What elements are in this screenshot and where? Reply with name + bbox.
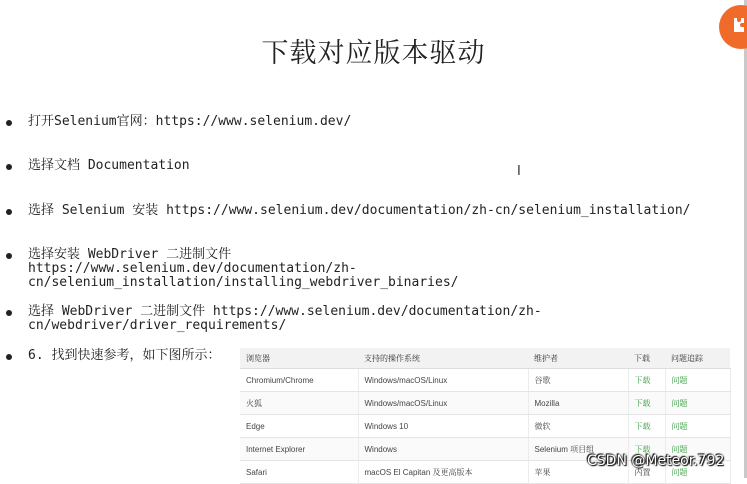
slide-title: 下载对应版本驱动: [261, 38, 486, 69]
download-link[interactable]: 下载: [628, 392, 665, 415]
issue-link[interactable]: 问题: [665, 438, 730, 461]
bullet-text: 打开Selenium官网：https://www.selenium.dev/: [28, 114, 352, 129]
issue-link[interactable]: 问题: [665, 392, 730, 415]
issue-link[interactable]: 问题: [665, 415, 730, 438]
bullet-text: 选择 Selenium 安装 https://www.selenium.dev/documentation/zh-cn/selenium_installation/: [28, 203, 691, 218]
column-header: 问题追踪: [665, 348, 730, 369]
bullet-text: 选择文档 Documentation: [28, 158, 190, 173]
bullet-dot: [6, 164, 12, 170]
table-cell: Windows/macOS/Linux: [358, 369, 528, 392]
bullet-dot: [6, 310, 12, 316]
bullet-item: [6, 159, 190, 173]
table-cell: 微软: [528, 415, 628, 438]
table-cell: 苹果: [528, 461, 628, 484]
table-cell: Selenium 项目组: [528, 438, 628, 461]
bullet-dot: [6, 253, 12, 259]
table-cell: macOS El Capitan 及更高版本: [358, 461, 528, 484]
bullet-dot: [6, 354, 12, 360]
bullet-item: [6, 305, 747, 333]
bullet-dot: [6, 120, 12, 126]
issue-link[interactable]: 问题: [665, 461, 730, 484]
download-link[interactable]: 下载: [628, 369, 665, 392]
table-cell: 谷歌: [528, 369, 628, 392]
builtin-label: 内置: [628, 461, 665, 484]
table-cell: Windows/macOS/Linux: [358, 392, 528, 415]
table-row: [240, 392, 730, 415]
bullet-text: 选择 WebDriver 二进制文件 https://www.selenium.dev/documentation/zh-cn/webdriver/driver_requirements/: [28, 304, 542, 333]
column-header: 下载: [628, 348, 665, 369]
column-header: 维护者: [528, 348, 628, 369]
table-cell: Windows 10: [358, 415, 528, 438]
table-row: [240, 415, 730, 438]
table-cell: Safari: [240, 461, 358, 484]
table-header-row: [240, 348, 730, 369]
bullet-item: [6, 349, 220, 363]
column-header: 浏览器: [240, 348, 358, 369]
text-cursor-icon: I: [517, 164, 521, 179]
column-header: 支持的操作系统: [358, 348, 528, 369]
watermark: CSDN @Meteor.792: [587, 453, 725, 469]
download-link[interactable]: 下载: [628, 415, 665, 438]
bullet-text: 选择安装 WebDriver 二进制文件 https://www.selenium.dev/documentation/zh- cn/selenium_installation/installing_webdriver_binaries/: [28, 247, 459, 290]
table-row: [240, 369, 730, 392]
bullet-item: [6, 204, 690, 218]
table-cell: 火狐: [240, 392, 358, 415]
table-cell: Edge: [240, 415, 358, 438]
table-cell: Internet Explorer: [240, 438, 358, 461]
bullet-text: 6. 找到快速参考，如下图所示：: [28, 348, 221, 363]
bullet-item: [6, 115, 351, 129]
bullet-dot: [6, 209, 12, 215]
download-link[interactable]: 下载: [628, 438, 665, 461]
table-cell: Chromium/Chrome: [240, 369, 358, 392]
issue-link[interactable]: 问题: [665, 369, 730, 392]
table-cell: Windows: [358, 438, 528, 461]
table-cell: Mozilla: [528, 392, 628, 415]
bullet-item: [6, 248, 548, 290]
